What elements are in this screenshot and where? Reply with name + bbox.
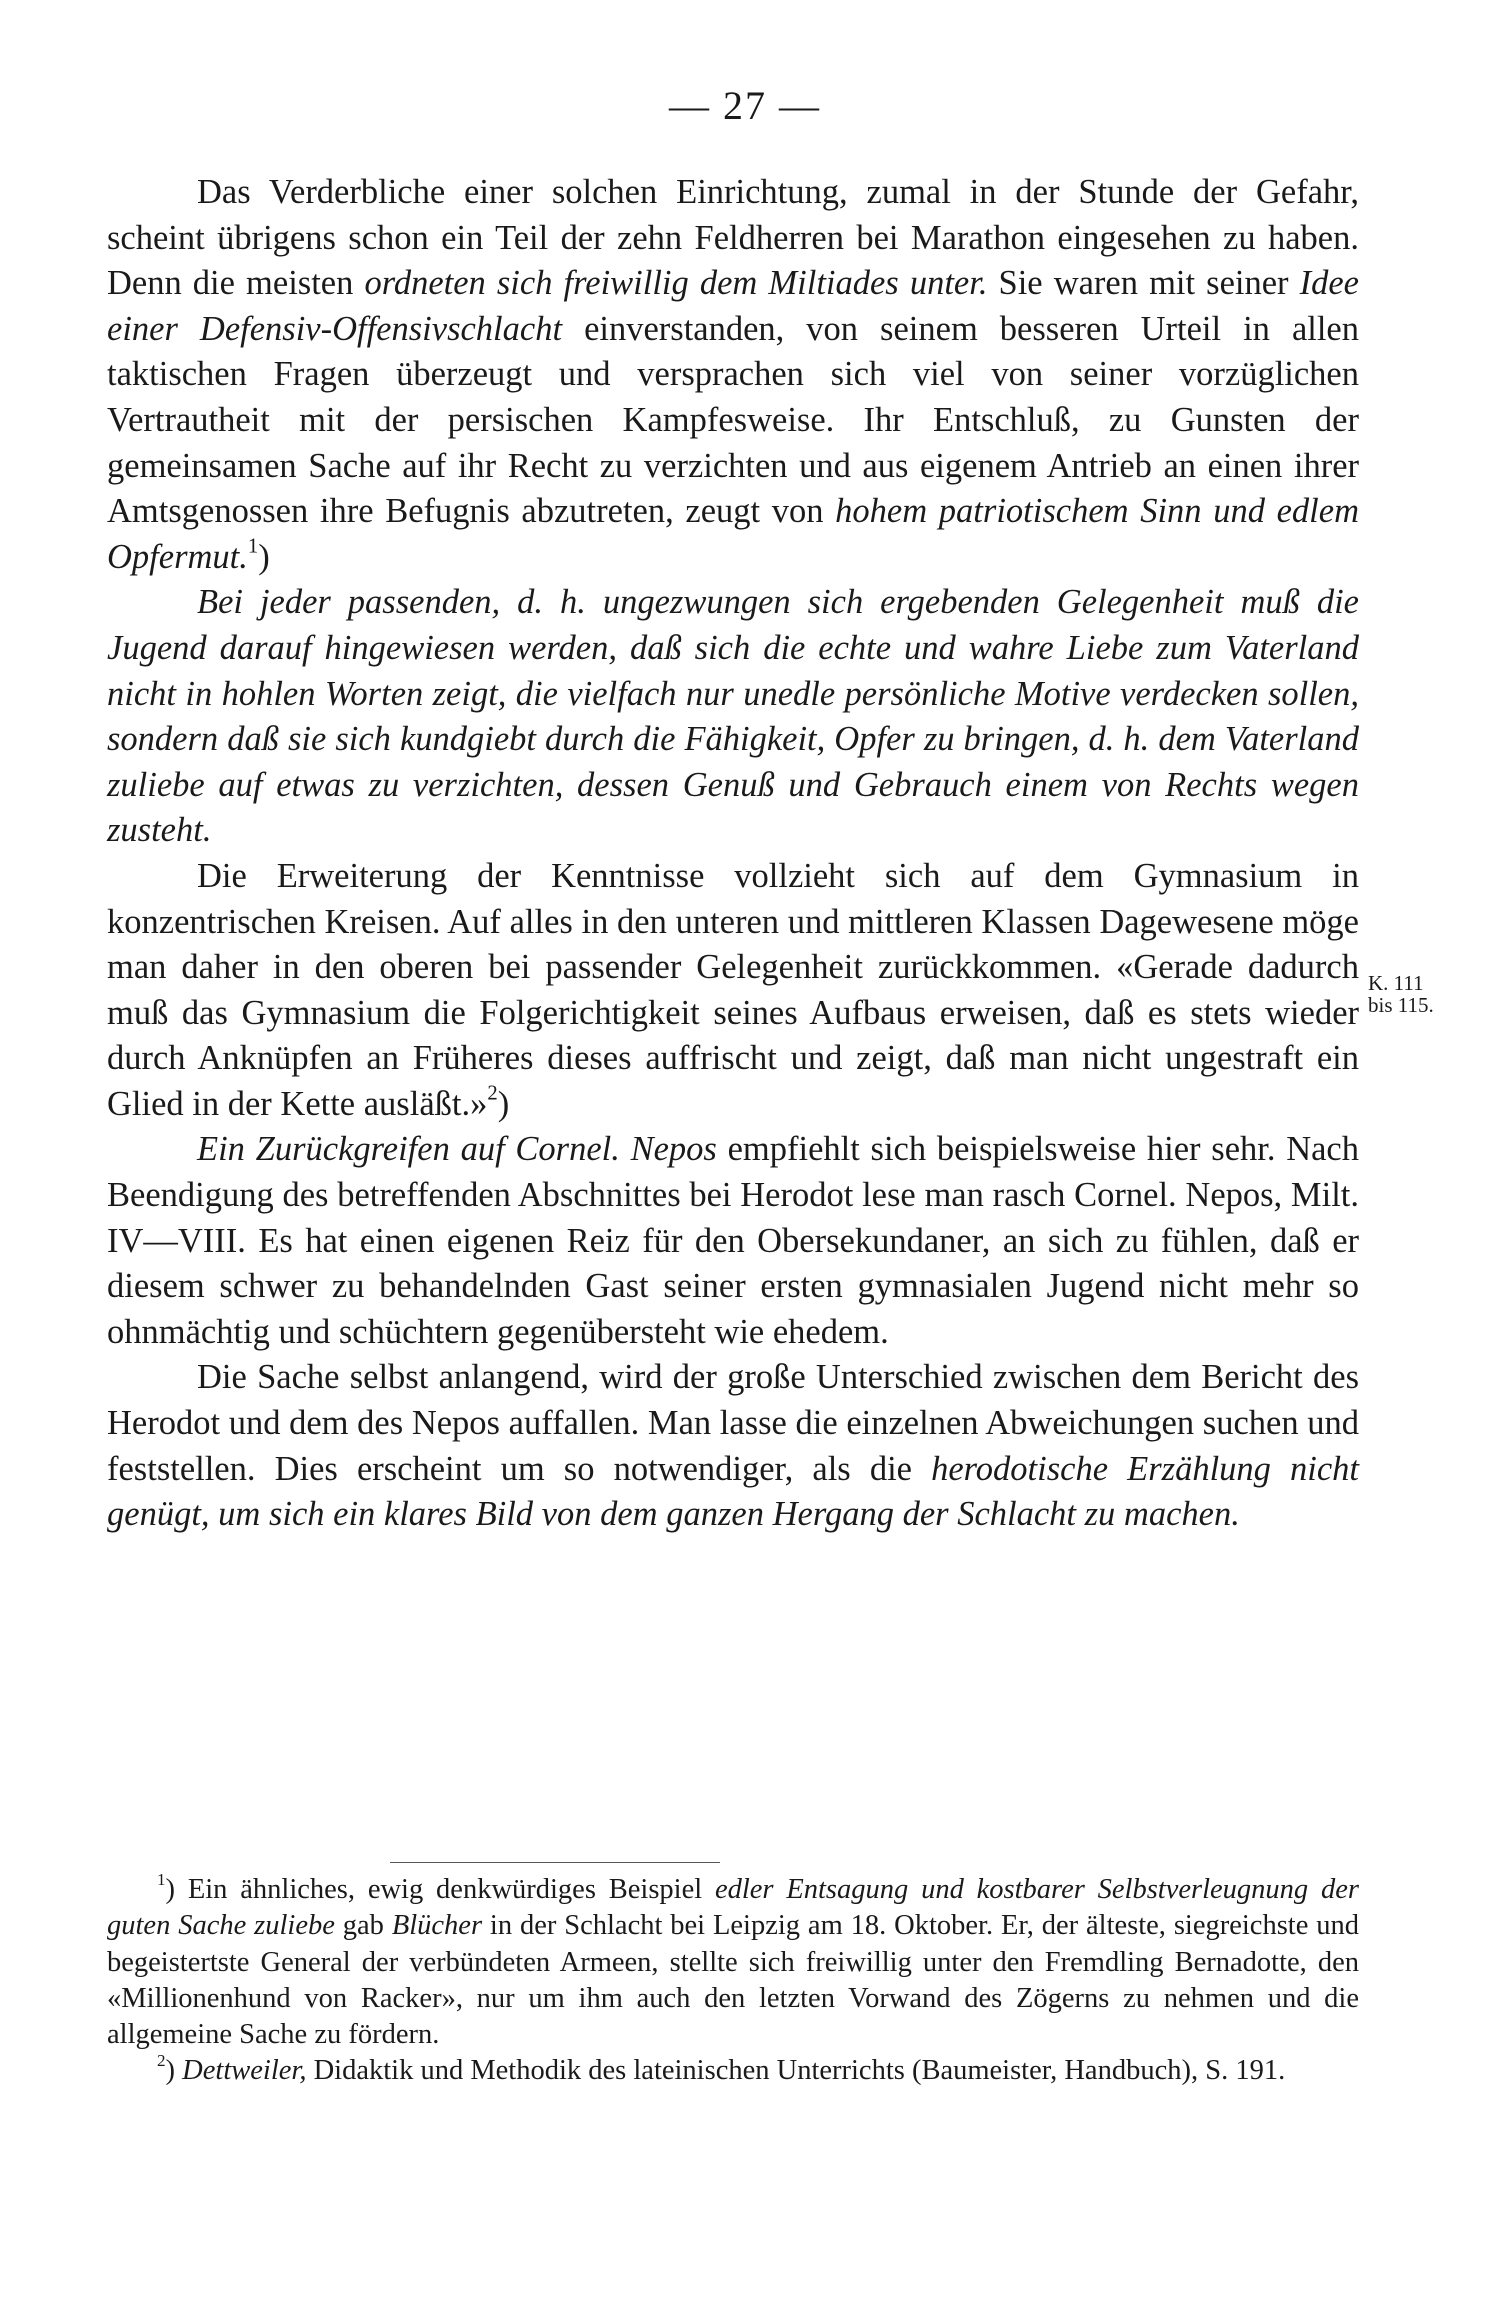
main-text	[107, 170, 1359, 1538]
text: Die Sache selbst anlangend, wird der große Unterschied zwischen dem Bericht des Herodot und dem des Nepos auffallen. Man lasse die einzelnen Abweichungen suchen und feststellen. Dies erscheint um so notwendiger, als die	[107, 1358, 1359, 1488]
page-number: — 27 —	[669, 83, 821, 128]
italic-text: ordneten sich freiwillig dem Miltiades unter.	[364, 264, 988, 303]
text: ) Ein ähnliches, ewig denkwürdiges Beispiel	[165, 1874, 715, 1905]
footnote-number: 2	[157, 2051, 166, 2071]
italic-text: Dettweiler,	[182, 2055, 307, 2087]
paragraph-sache	[107, 1355, 1359, 1537]
footnote-1	[107, 1872, 1359, 2053]
text: Didaktik und Methodik des lateinischen Unterrichts (Baumeister, Handbuch), S. 191.	[306, 2055, 1286, 2087]
text: Die Erweiterung der Kenntnisse vollzieht sich auf dem Gymnasium in konzentrischen Kreisen. Auf alles in den unteren und mittleren Klassen Dagewesene möge man daher in den oberen bei passender Gelegenheit zurückkommen. «Gerade dadurch muß das Gymnasium die Folgerichtigkeit seines Aufbaus erweisen, daß es stets wieder durch Anknüpfen an Früheres dieses auffrischt und zeigt, daß man nicht ungestraft ein Glied in der Kette ausläßt.»	[107, 856, 1359, 1123]
italic-text: herodotische Erzählung nicht genügt, um sich ein klares Bild von dem ganzen Hergang der Schlacht zu machen.	[107, 1449, 1359, 1534]
italic-text: Blücher	[391, 1910, 483, 1942]
margin-note	[1368, 972, 1468, 1016]
footnote-ref-2[interactable]: 2	[487, 1082, 498, 1105]
text: )	[165, 2055, 183, 2087]
paragraph-vaterland	[107, 580, 1359, 854]
margin-note-line: K. 111	[1368, 971, 1424, 995]
italic-text: edler Entsagung und kostbarer Selbstverleugnung der guten Sache zuliebe	[107, 1874, 1359, 1942]
footnote-divider	[390, 1862, 720, 1863]
italic-text: Bei jeder passenden, d. h. ungezwungen sich ergebenden Gelegenheit muß die Jugend darauf hingewiesen werden, daß sich die echte und wahre Liebe zum Vaterland nicht in hohlen Worten zeigt, die vielfach nur unedle persönliche Motive verdecken sollen, sondern daß sie sich kundgiebt durch die Fähigkeit, Opfer zu bringen, d. h. dem Vaterland zuliebe auf etwas zu verzichten, dessen Genuß und Gebrauch einem von Rechts wegen zusteht.	[107, 583, 1359, 850]
text: einverstanden, von seinem besseren Urteil in allen taktischen Fragen überzeugt und versprachen sich viel von seiner vorzüglichen Vertrautheit mit der persischen Kampfesweise. Ihr Entschluß, zu Gunsten der gemeinsamen Sache auf ihr Recht zu verzichten und aus eigenem Antrieb an einen ihrer Amtsgenossen ihre Befugnis abzutreten, zeugt von	[107, 309, 1359, 531]
paragraph-erweiterung	[107, 854, 1359, 1128]
text: Das Verderbliche einer solchen Einrichtung, zumal in der Stunde der Gefahr, scheint übrigens schon ein Teil der zehn Feldherren bei Marathon eingesehen zu haben. Denn die meisten	[107, 173, 1359, 303]
margin-note-line: bis 115.	[1368, 993, 1434, 1017]
text: )	[258, 537, 270, 576]
italic-text: Ein Zurückgreifen auf Cornel. Nepos	[197, 1130, 717, 1169]
text: Sie waren mit seiner	[987, 264, 1300, 303]
text: in der Schlacht bei Leipzig am 18. Oktober. Er, der älteste, siegreichste und begeistertste General der verbündeten Armeen, stellte sich freiwillig unter den Fremdling Bernadotte, den «Millionenhund von Racker», nur um ihm auch den letzten Vorwand des Zögerns zu nehmen und die allgemeine Sache zu fördern.	[107, 1910, 1359, 2051]
footnotes	[107, 1872, 1359, 2090]
paragraph-nepos	[107, 1127, 1359, 1355]
text: )	[497, 1084, 510, 1123]
text: gab	[334, 1910, 392, 1942]
italic-text: hohem patriotischem Sinn und edlem Opfermut.	[107, 492, 1359, 576]
footnote-2	[107, 2053, 1359, 2089]
text: empfiehlt sich beispielsweise hier sehr. Nach Beendigung des betreffenden Abschnittes bei Herodot lese man rasch Cornel. Nepos, Milt. IV—VIII. Es hat einen eigenen Reiz für den Obersekundaner, an sich zu fühlen, daß er diesem schwer zu behandelnden Gast seiner ersten gymnasialen Jugend nicht mehr so ohnmächtig und schüchtern gegenübersteht wie ehedem.	[107, 1130, 1359, 1351]
italic-text: Idee einer Defensiv-Offensivschlacht	[107, 264, 1359, 348]
paragraph-marathon	[107, 170, 1359, 580]
footnote-number: 1	[157, 1870, 166, 1890]
footnote-ref-1[interactable]: 1	[247, 535, 259, 558]
